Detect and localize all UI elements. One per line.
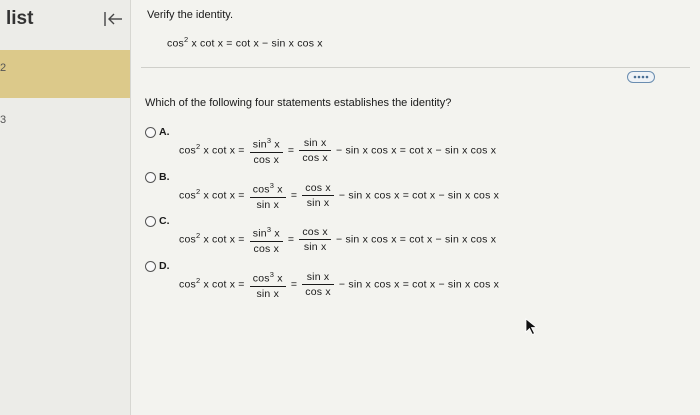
more-dots-icon bbox=[632, 74, 650, 80]
option-equation: $\cos^2 x$ cot x = $\frac{\sin^3 x}{\text{cos x}}$ = $\frac{\text{sin x}}{\text{cos x}}$ − sin x cos x = cot x − sin x cos x bbox=[179, 136, 497, 166]
option-letter: A. bbox=[159, 126, 170, 138]
option-equation: $\cos^2 x$ cot x = $\frac{\cos^3 x}{\text{sin x}}$ = $\frac{\text{sin x}}{\text{cos x}}$ − sin x cos x = cot x − sin x cos x bbox=[179, 270, 500, 300]
question-panel bbox=[131, 0, 700, 415]
fraction: $\frac{\cos^3 x}{\text{sin x}}$ bbox=[250, 270, 286, 300]
divider bbox=[141, 67, 690, 68]
radio-button[interactable] bbox=[145, 216, 156, 227]
sidebar bbox=[0, 0, 131, 415]
question-text: Which of the following four statements establishes the identity? bbox=[145, 97, 452, 109]
identity-expression: $\cos^2 x$ cot x = cot x − sin x cos x bbox=[167, 35, 323, 50]
collapse-left-arrow-icon bbox=[100, 8, 126, 30]
radio-button[interactable] bbox=[145, 127, 156, 138]
fraction: $\frac{\text{sin x}}{\text{cos x}}$ bbox=[302, 271, 334, 298]
option-letter: D. bbox=[159, 260, 170, 272]
fraction: $\frac{\text{cos x}}{\text{sin x}}$ bbox=[299, 226, 331, 253]
sidebar-item-current[interactable] bbox=[0, 50, 130, 98]
option-equation: $\cos^2 x$ cot x = $\frac{\sin^3 x}{\text{cos x}}$ = $\frac{\text{cos x}}{\text{sin x}}$ − sin x cos x = cot x − sin x cos x bbox=[179, 225, 497, 255]
radio-button[interactable] bbox=[145, 172, 156, 183]
fraction: $\frac{\text{cos x}}{\text{sin x}}$ bbox=[302, 182, 334, 209]
collapse-sidebar-button[interactable] bbox=[100, 8, 126, 30]
option-letter: B. bbox=[159, 171, 170, 183]
prompt-text: Verify the identity. bbox=[147, 9, 234, 21]
sidebar-item-number: 2 bbox=[0, 62, 7, 74]
sidebar-title: list bbox=[6, 8, 34, 29]
option-letter: C. bbox=[159, 215, 170, 227]
fraction: $\frac{\sin^3 x}{\text{cos x}}$ bbox=[250, 136, 283, 166]
fraction: $\frac{\sin^3 x}{\text{cos x}}$ bbox=[250, 225, 283, 255]
radio-button[interactable] bbox=[145, 261, 156, 272]
more-button[interactable] bbox=[627, 71, 655, 83]
sidebar-item-number[interactable]: 3 bbox=[0, 114, 7, 126]
fraction: $\frac{\cos^3 x}{\text{sin x}}$ bbox=[250, 181, 286, 211]
option-equation: $\cos^2 x$ cot x = $\frac{\cos^3 x}{\text{sin x}}$ = $\frac{\text{cos x}}{\text{sin x}}$ − sin x cos x = cot x − sin x cos x bbox=[179, 181, 500, 211]
mouse-pointer-icon bbox=[525, 318, 539, 341]
fraction: $\frac{\text{sin x}}{\text{cos x}}$ bbox=[299, 137, 331, 164]
